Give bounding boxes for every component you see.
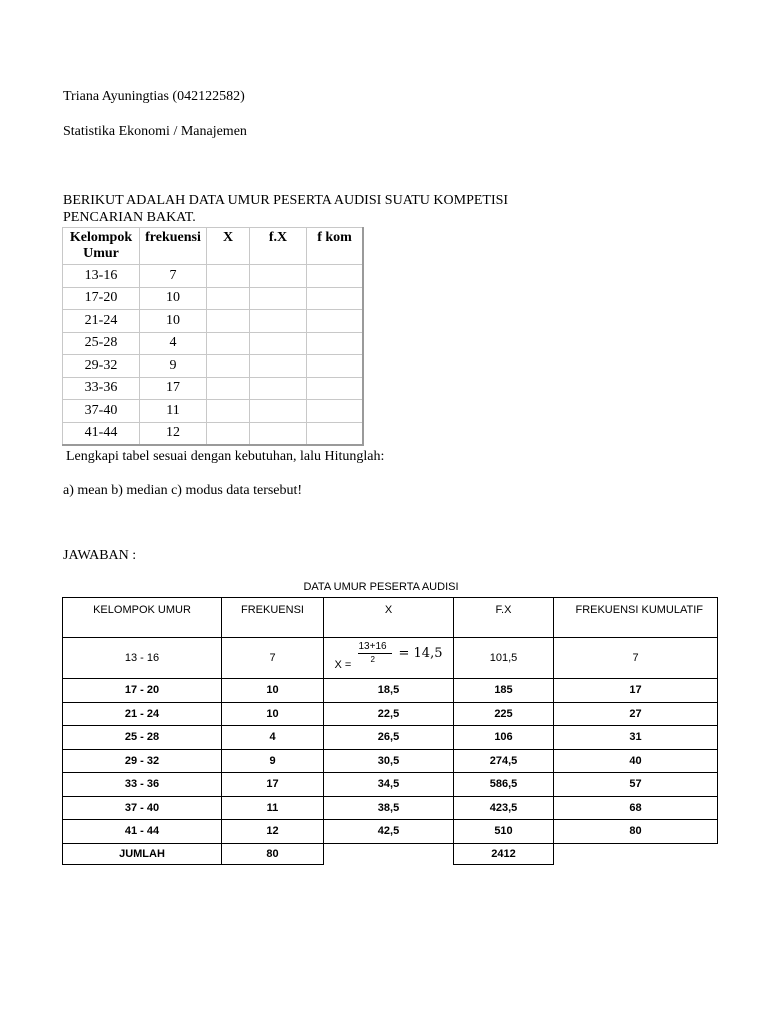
table-row xyxy=(63,422,364,445)
cell-fx: 586,5 xyxy=(454,773,554,797)
header-fkom: f kom xyxy=(307,228,364,265)
cell-x-formula xyxy=(324,638,454,679)
cell-empty xyxy=(250,422,307,445)
cell-cum: 40 xyxy=(554,749,718,773)
answer-table-caption: DATA UMUR PESERTA AUDISI xyxy=(303,581,459,593)
cell-empty xyxy=(250,287,307,310)
table-row xyxy=(63,796,718,820)
cell-empty xyxy=(207,422,250,445)
header-kelompok-umur: KELOMPOK UMUR xyxy=(63,598,222,638)
cell-fx: 106 xyxy=(454,726,554,750)
cell-empty xyxy=(307,265,364,288)
cell-empty xyxy=(307,377,364,400)
cell-empty xyxy=(207,265,250,288)
cell-empty xyxy=(250,355,307,378)
table-row xyxy=(63,310,364,333)
instruction-text: Lengkapi tabel sesuai dengan kebutuhan, lalu Hitunglah: xyxy=(66,449,385,464)
table-row xyxy=(63,332,364,355)
question-table-header xyxy=(63,228,364,265)
table-row xyxy=(63,726,718,750)
table-row xyxy=(63,355,364,378)
cell-group: 17 - 20 xyxy=(63,679,222,703)
cell-fx: 185 xyxy=(454,679,554,703)
cell-cum: 57 xyxy=(554,773,718,797)
cell-freq: 9 xyxy=(222,749,324,773)
cell-cum: 68 xyxy=(554,796,718,820)
cell-empty xyxy=(307,355,364,378)
cell-empty xyxy=(324,843,454,864)
cell-x: 42,5 xyxy=(324,820,454,844)
header-frekuensi: FREKUENSI xyxy=(222,598,324,638)
fraction-bar xyxy=(358,653,392,654)
header-frekuensi: frekuensi xyxy=(140,228,207,265)
cell-cum: 80 xyxy=(554,820,718,844)
midpoint-formula xyxy=(329,639,449,675)
cell-x: 38,5 xyxy=(324,796,454,820)
cell-group: 21-24 xyxy=(63,310,140,333)
cell-empty xyxy=(207,400,250,423)
cell-group: 41 - 44 xyxy=(63,820,222,844)
cell-freq: 4 xyxy=(222,726,324,750)
cell-empty xyxy=(250,265,307,288)
cell-fx: 225 xyxy=(454,702,554,726)
cell-empty xyxy=(207,377,250,400)
cell-x: 30,5 xyxy=(324,749,454,773)
cell-empty xyxy=(207,355,250,378)
cell-fx: 423,5 xyxy=(454,796,554,820)
answer-label: JAWABAN : xyxy=(63,548,137,563)
table-row xyxy=(63,265,364,288)
header-frekuensi-kumulatif: FREKUENSI KUMULATIF xyxy=(554,598,718,638)
cell-cum: 17 xyxy=(554,679,718,703)
cell-freq: 11 xyxy=(222,796,324,820)
table-row xyxy=(63,287,364,310)
cell-group: 13-16 xyxy=(63,265,140,288)
table-row xyxy=(63,820,718,844)
cell-group: 37 - 40 xyxy=(63,796,222,820)
cell-group: 41-44 xyxy=(63,422,140,445)
header-x: X xyxy=(324,598,454,638)
cell-empty xyxy=(307,422,364,445)
table-row xyxy=(63,749,718,773)
cell-group: 37-40 xyxy=(63,400,140,423)
cell-freq: 4 xyxy=(140,332,207,355)
cell-freq: 9 xyxy=(140,355,207,378)
course-line: Statistika Ekonomi / Manajemen xyxy=(63,124,247,139)
formula-lhs: X = xyxy=(334,658,352,671)
table-row xyxy=(63,377,364,400)
cell-cum: 31 xyxy=(554,726,718,750)
header-fx: F.X xyxy=(454,598,554,638)
cell-x: 34,5 xyxy=(324,773,454,797)
cell-group: 21 - 24 xyxy=(63,702,222,726)
table-row xyxy=(63,679,718,703)
cell-freq: 12 xyxy=(222,820,324,844)
cell-freq: 10 xyxy=(140,310,207,333)
question-text: BERIKUT ADALAH DATA UMUR PESERTA AUDISI SUATU KOMPETISI PENCARIAN BAKAT. xyxy=(63,193,509,225)
cell-freq: 10 xyxy=(222,702,324,726)
header-x: X xyxy=(207,228,250,265)
cell-group: 25 - 28 xyxy=(63,726,222,750)
formula-result: = 14,5 xyxy=(398,645,443,661)
cell-empty xyxy=(250,377,307,400)
total-fx: 2412 xyxy=(454,843,554,864)
cell-x: 26,5 xyxy=(324,726,454,750)
total-label: JUMLAH xyxy=(63,843,222,864)
cell-freq: 7 xyxy=(140,265,207,288)
cell-empty xyxy=(307,287,364,310)
cell-empty xyxy=(250,310,307,333)
cell-cum: 27 xyxy=(554,702,718,726)
answer-table-header xyxy=(63,598,718,638)
cell-empty xyxy=(207,287,250,310)
tasks-text: a) mean b) median c) modus data tersebut! xyxy=(63,483,303,498)
header-kelompok-umur: Kelompok Umur xyxy=(63,228,140,265)
cell-freq: 17 xyxy=(222,773,324,797)
cell-empty xyxy=(207,332,250,355)
total-row xyxy=(63,843,718,864)
cell-empty xyxy=(250,400,307,423)
author-line: Triana Ayuningtias (042122582) xyxy=(63,89,245,104)
cell-cum: 7 xyxy=(554,638,718,679)
cell-x: 22,5 xyxy=(324,702,454,726)
cell-freq: 11 xyxy=(140,400,207,423)
cell-group: 25-28 xyxy=(63,332,140,355)
cell-fx: 274,5 xyxy=(454,749,554,773)
table-row xyxy=(63,773,718,797)
cell-group: 33 - 36 xyxy=(63,773,222,797)
answer-table xyxy=(62,597,718,865)
cell-empty xyxy=(307,332,364,355)
cell-group: 33-36 xyxy=(63,377,140,400)
cell-group: 13 - 16 xyxy=(63,638,222,679)
header-fx: f.X xyxy=(250,228,307,265)
cell-x: 18,5 xyxy=(324,679,454,703)
cell-freq: 7 xyxy=(222,638,324,679)
cell-group: 17-20 xyxy=(63,287,140,310)
formula-numerator: 13+16 xyxy=(358,640,387,652)
table-row xyxy=(63,400,364,423)
question-table xyxy=(62,227,364,446)
cell-empty xyxy=(307,400,364,423)
cell-freq: 10 xyxy=(222,679,324,703)
table-row xyxy=(63,702,718,726)
cell-fx: 510 xyxy=(454,820,554,844)
cell-empty xyxy=(554,843,718,864)
cell-group: 29-32 xyxy=(63,355,140,378)
cell-empty xyxy=(250,332,307,355)
cell-freq: 17 xyxy=(140,377,207,400)
cell-freq: 10 xyxy=(140,287,207,310)
cell-empty xyxy=(207,310,250,333)
cell-empty xyxy=(307,310,364,333)
cell-group: 29 - 32 xyxy=(63,749,222,773)
cell-fx: 101,5 xyxy=(454,638,554,679)
table-row xyxy=(63,638,718,679)
total-freq: 80 xyxy=(222,843,324,864)
cell-freq: 12 xyxy=(140,422,207,445)
formula-denominator: 2 xyxy=(370,654,375,664)
